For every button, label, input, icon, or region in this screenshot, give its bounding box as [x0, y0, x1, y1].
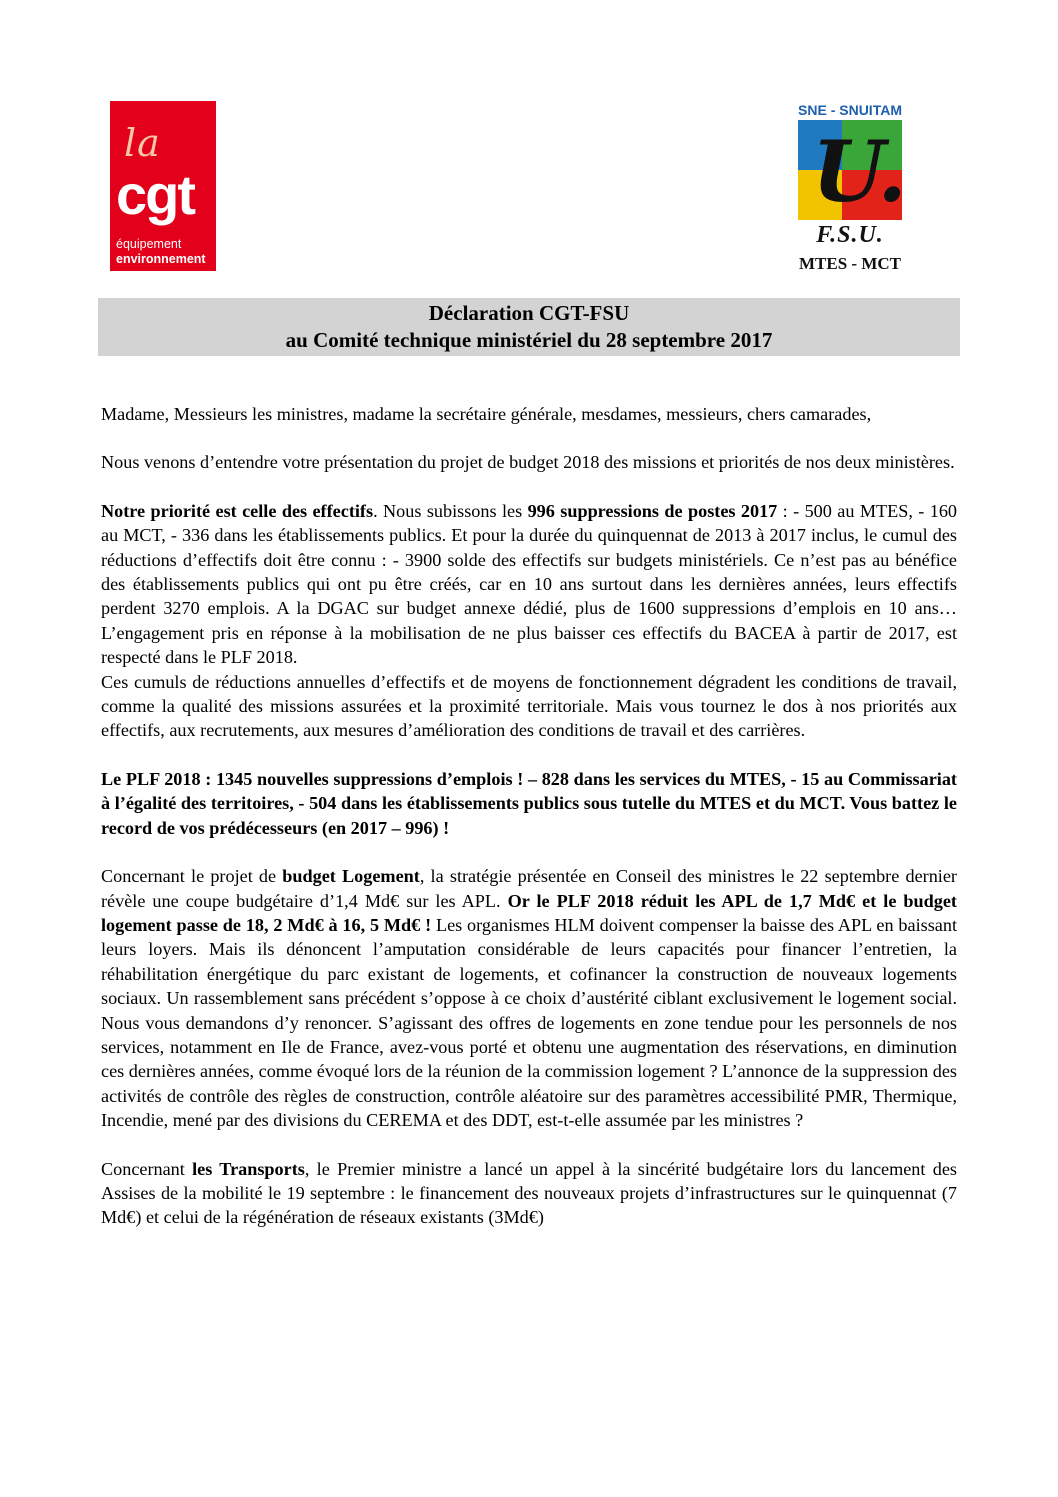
paragraph-logement [101, 864, 957, 1132]
fsu-logo-letter: U. [812, 122, 907, 221]
plf-bold: Le PLF 2018 : 1345 nouvelles suppressions d’emplois ! – 828 dans les services du MTES, - 15 au Commissariat à l’égalité des territoires, - 504 dans les établissements publics sous tutelle du MTES et du MCT. Vous battez le record de vos prédécesseurs (en 2017 – 996) ! [101, 768, 957, 838]
fsu-logo-name: F.S.U. [816, 222, 884, 248]
effectifs-bold-2: 996 suppressions de postes 2017 [527, 500, 778, 521]
logement-text-2: , la stratégie présentée en Conseil des ministres le 22 septembre dernier révèle une coupe budgétaire d’1,4 Md€ sur les APL. [101, 866, 957, 911]
transports-bold-1: les Transports [192, 1158, 305, 1179]
transports-text-2: , le Premier ministre a lancé un appel à la sincérité budgétaire lors du lancement des Assises de la mobilité le 19 septembre : le financement des nouveaux projets d’infrastructures sur le quinquennat (7 Md€) et celui de la régénération de réseaux existants (3Md€) [101, 1158, 957, 1228]
document-title [98, 298, 960, 356]
fsu-logo-bottom-label: MTES - MCT [799, 254, 901, 273]
cgt-logo-la: la [124, 121, 161, 165]
paragraph-salutation: Madame, Messieurs les ministres, madame la secrétaire générale, mesdames, messieurs, chers camarades, [101, 404, 872, 424]
logement-text-3: Les organismes HLM doivent compenser la baisse des APL en baissant leurs loyers. Mais ils dénoncent l’amputation considérable de leurs capacités pour financer l’entretien, la réhabilitation énergétique du parc existant de logements, et cofinancer la construction de nouveaux logements sociaux. Un rassemblement sans précédent s’oppose à ce choix d’austérité ciblant exclusivement le logement social. Nous vous demandons d’y renoncer. S’agissant des offres de logements en zone tendue pour les personnels de nos services, notamment en Ile de France, avez-vous porté et obtenu une augmentation des réservations, en diminution ces dernières années, comme évoqué lors de la réunion de la commission logement ? L’annonce de la suppression des activités de contrôle des règles de construction, contrôle aléatoire sur des paramètres accessibilité PMR, Thermique, Incendie, mené par des divisions du CEREMA et des DDT, est-t-elle assumée par les ministres ? [101, 914, 957, 1131]
cgt-logo [110, 101, 216, 271]
transports-text-1: Concernant [101, 1158, 193, 1179]
cgt-logo-sub2: environnement [116, 252, 206, 266]
document-body [101, 402, 957, 1230]
paragraph-plf [101, 767, 957, 840]
effectifs-text-2: : - 500 au MTES, - 160 au MCT, - 336 dans les établissements publics. Et pour la durée du quinquennat de 2013 à 2017 inclus, le cumul des réductions d’effectifs doit être connu : - 3900 solde des effectifs sur budgets ministériels. Ce n’est pas au bénéfice des établissements publics qui ont pu être créés, car en 10 ans surtout dans les dernières années, leurs effectifs perdent 3270 emplois. A la DGAC sur budget annexe dédié, plus de 1600 suppressions d’emplois en 10 ans… L’engagement pris en réponse à la mobilisation de ne plus baisser ces effectifs du BACEA à partir de 2017, est respecté dans le PLF 2018. [101, 500, 958, 668]
cgt-logo-sub1: équipement [116, 237, 182, 251]
logement-text-1: Concernant le projet de [101, 866, 283, 887]
paragraph-intro: Nous venons d’entendre votre présentation du projet de budget 2018 des missions et priorités de nos deux ministères. [101, 452, 955, 473]
title-line-1: Déclaration CGT-FSU [428, 301, 630, 325]
cgt-logo-name: cgt [116, 163, 194, 226]
effectifs-bold-1: Notre priorité est celle des effectifs [101, 500, 374, 521]
paragraph-cumuls: Ces cumuls de réductions annuelles d’effectifs et de moyens de fonctionnement dégradent les conditions de travail, comme la qualité des missions assurées et la proximité territoriale. Mais vous tournez le dos à nos priorités aux effectifs, aux recrutements, aux mesures d’amélioration des conditions de travail et des carrières. [101, 671, 957, 741]
logement-bold-1: budget Logement [282, 866, 420, 887]
effectifs-text-1: . Nous subissons les [373, 500, 528, 521]
fsu-logo-top-label: SNE - SNUITAM [798, 102, 902, 118]
paragraph-effectifs [101, 499, 957, 670]
title-line-2: au Comité technique ministériel du 28 septembre 2017 [285, 328, 773, 352]
fsu-logo-mosaic [798, 120, 907, 221]
logement-bold-2: Or le PLF 2018 réduit les APL de 1,7 Md€ et le budget logement passe de 18, 2 Md€ à 16, 5 Md€ ! [101, 890, 957, 935]
fsu-logo [790, 98, 910, 278]
paragraph-transports [101, 1157, 957, 1230]
